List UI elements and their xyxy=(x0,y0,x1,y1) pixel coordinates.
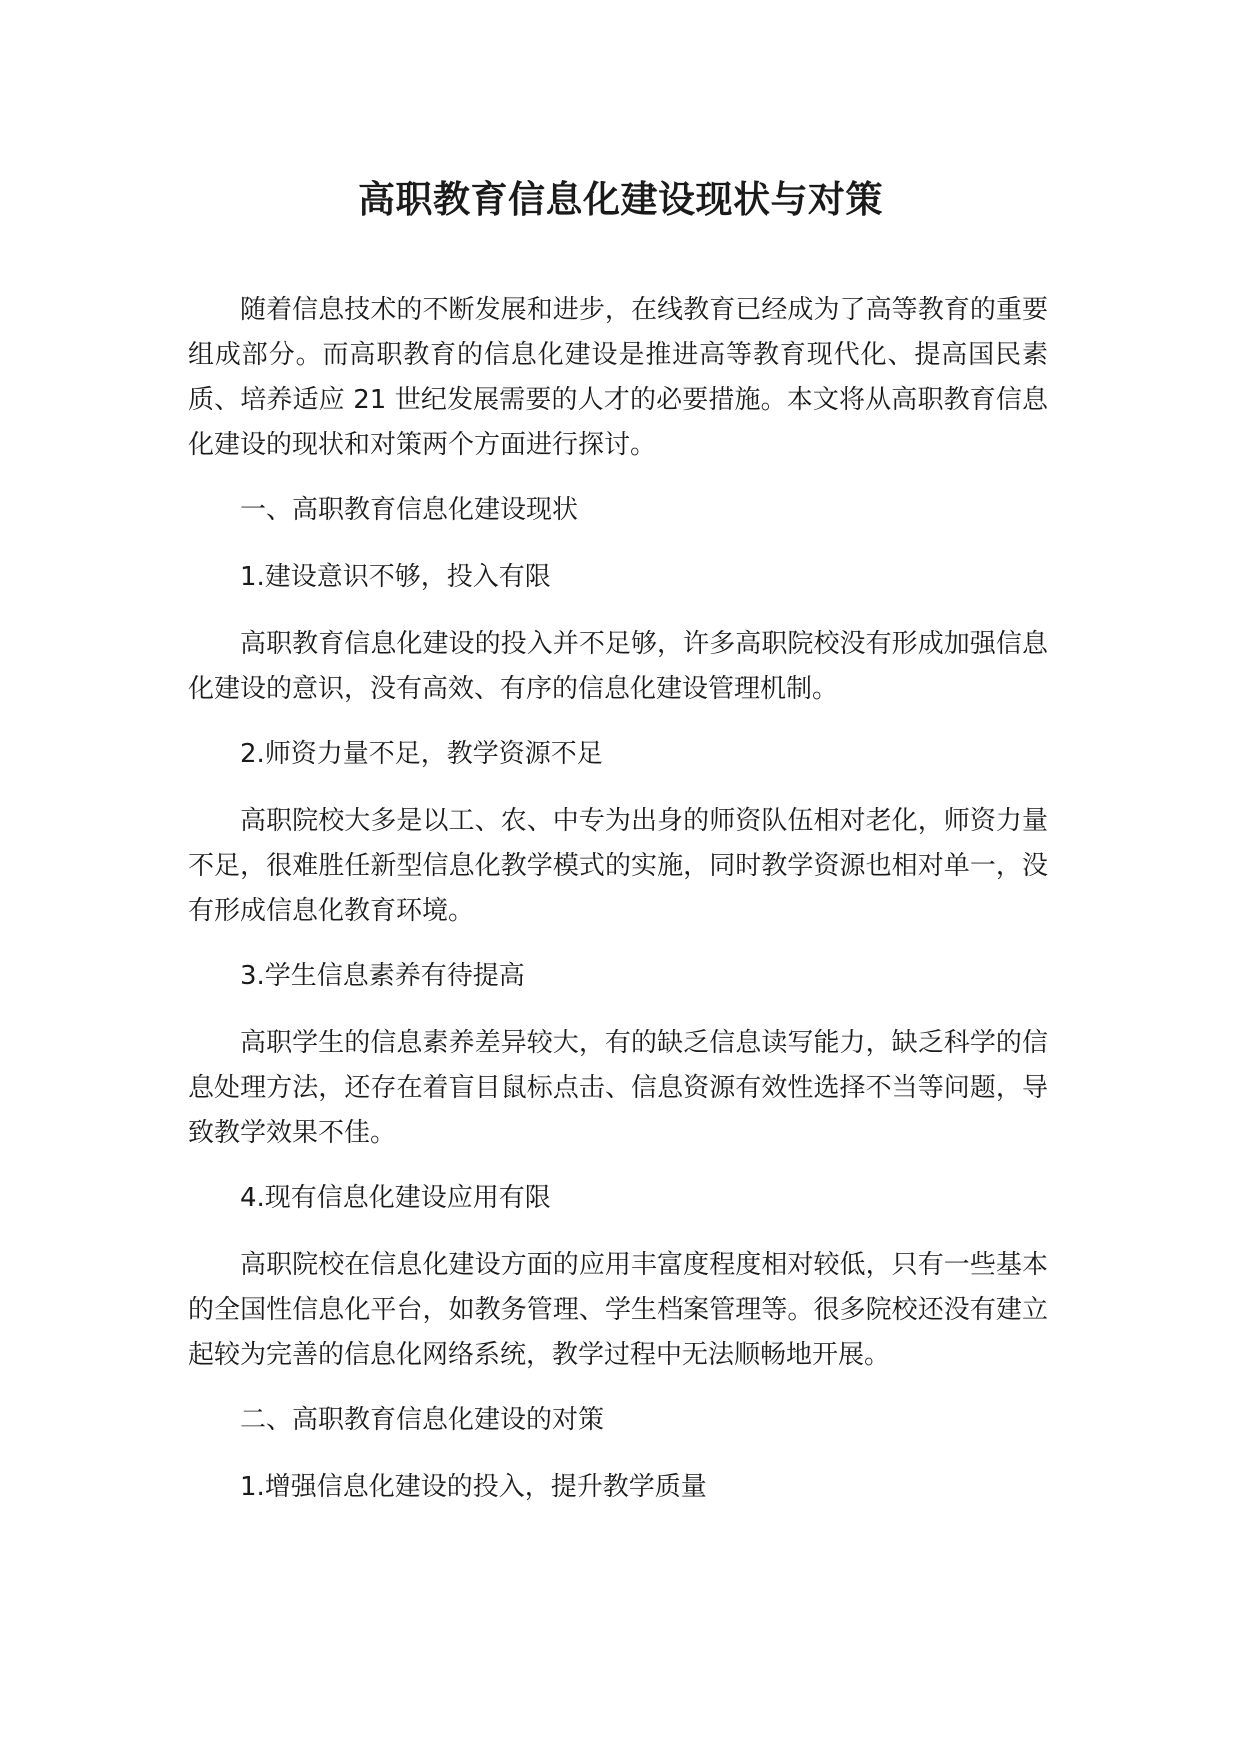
paragraph-intro: 随着信息技术的不断发展和进步，在线教育已经成为了高等教育的重要组成部分。而高职教育的信息化建设是推进高等教育现代化、提高国民素质、培养适应 21 世纪发展需要的人才的必要措施。本文将从高职教育信息化建设的现状和对策两个方面进行探讨。 xyxy=(188,295,1048,460)
paragraph-3: 高职学生的信息素养差异较大，有的缺乏信息读写能力，缺乏科学的信息处理方法，还存在着盲目鼠标点击、信息资源有效性选择不当等问题，导致教学效果不佳。 xyxy=(188,1028,1048,1148)
paragraph-2: 高职院校大多是以工、农、中专为出身的师资队伍相对老化，师资力量不足，很难胜任新型信息化教学模式的实施，同时教学资源也相对单一，没有形成信息化教育环境。 xyxy=(188,806,1048,926)
subheading-3: 3.学生信息素养有待提高 xyxy=(240,961,525,991)
paragraph-4: 高职院校在信息化建设方面的应用丰富度程度相对较低，只有一些基本的全国性信息化平台，如教务管理、学生档案管理等。很多院校还没有建立起较为完善的信息化网络系统，教学过程中无法顺畅地开展。 xyxy=(188,1250,1048,1370)
document-body xyxy=(188,288,1048,1532)
subheading-1: 1.建设意识不够，投入有限 xyxy=(240,562,551,592)
paragraph-1: 高职教育信息化建设的投入并不足够，许多高职院校没有形成加强信息化建设的意识，没有高效、有序的信息化建设管理机制。 xyxy=(188,629,1048,704)
subheading-5: 1.增强信息化建设的投入，提升教学质量 xyxy=(240,1472,707,1502)
subheading-4: 4.现有信息化建设应用有限 xyxy=(240,1183,551,1213)
section-heading-status: 一、高职教育信息化建设现状 xyxy=(240,495,579,525)
subheading-2: 2.师资力量不足，教学资源不足 xyxy=(240,739,603,769)
section-heading-countermeasures: 二、高职教育信息化建设的对策 xyxy=(240,1405,605,1435)
document-title: 高职教育信息化建设现状与对策 xyxy=(358,178,883,221)
